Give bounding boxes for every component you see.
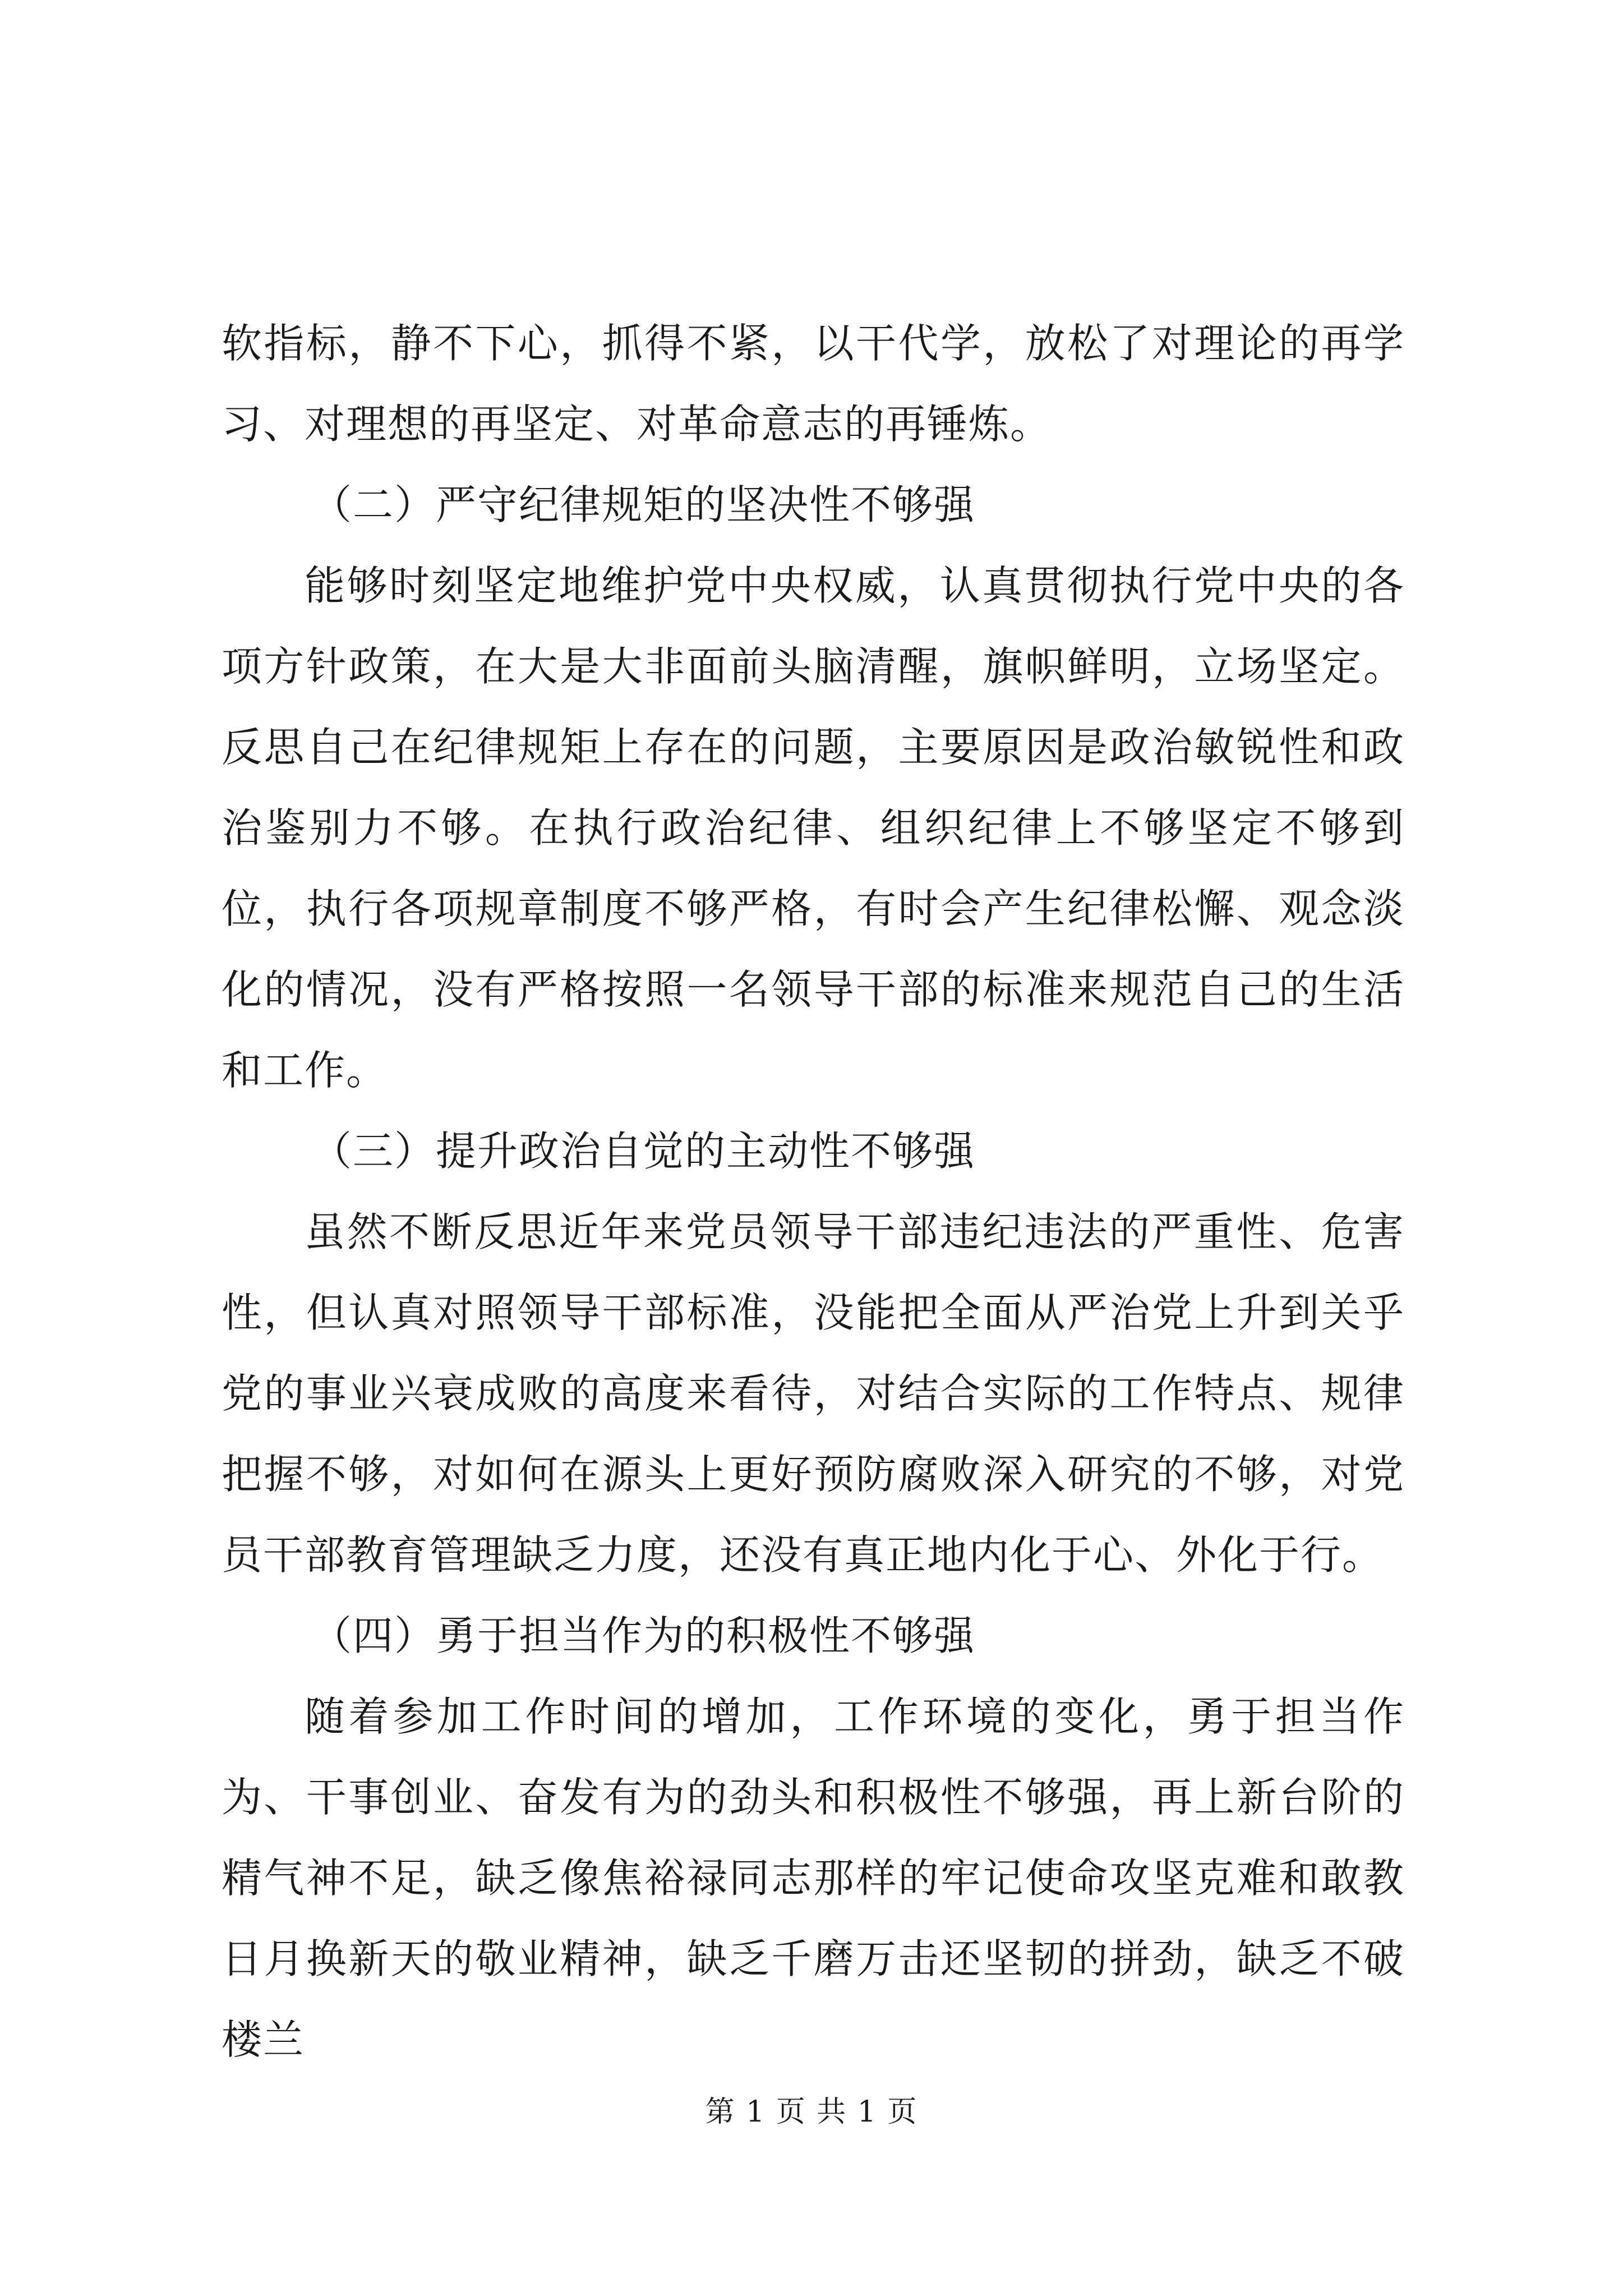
body-paragraph-2: 能够时刻坚定地维护党中央权威，认真贯彻执行党中央的各项方针政策，在大是大非面前头脑清醒，旗帜鲜明，立场坚定。反思自己在纪律规矩上存在的问题，主要原因是政治敏锐性和政治鉴别力不够。在执行政治纪律、组织纪律上不够坚定不够到位，执行各项规章制度不够严格，有时会产生纪律松懈、观念淡化的情况，没有严格按照一名领导干部的标准来规范自己的生活和工作。 [222, 562, 1405, 1094]
section-heading-3: （三）提升政治自觉的主动性不够强 [311, 1128, 976, 1175]
section-heading-4: （四）勇于担当作为的积极性不够强 [311, 1612, 976, 1659]
body-paragraph-4: 随着参加工作时间的增加，工作环境的变化，勇于担当作为、干事创业、奋发有为的劲头和积极性不够强，再上新台阶的精气神不足，缺乏像焦裕禄同志那样的牢记使命攻坚克难和敢教日月换新天的敬业精神，缺乏千磨万击还坚韧的拼劲，缺乏不破楼兰 [222, 1693, 1405, 2063]
document-body [222, 303, 1405, 2080]
page-footer: 第 1 页 共 1 页 [705, 2095, 918, 2129]
section-heading-2: （二）严守纪律规矩的坚决性不够强 [311, 481, 976, 528]
body-paragraph-3: 虽然不断反思近年来党员领导干部违纪违法的严重性、危害性，但认真对照领导干部标准，没能把全面从严治党上升到关乎党的事业兴衰成败的高度来看待，对结合实际的工作特点、规律把握不够，对如何在源头上更好预防腐败深入研究的不够，对党员干部教育管理缺乏力度，还没有真正地内化于心、外化于行。 [222, 1208, 1405, 1579]
body-paragraph-1: 软指标，静不下心，抓得不紧，以干代学，放松了对理论的再学习、对理想的再坚定、对革命意志的再锤炼。 [222, 320, 1405, 448]
